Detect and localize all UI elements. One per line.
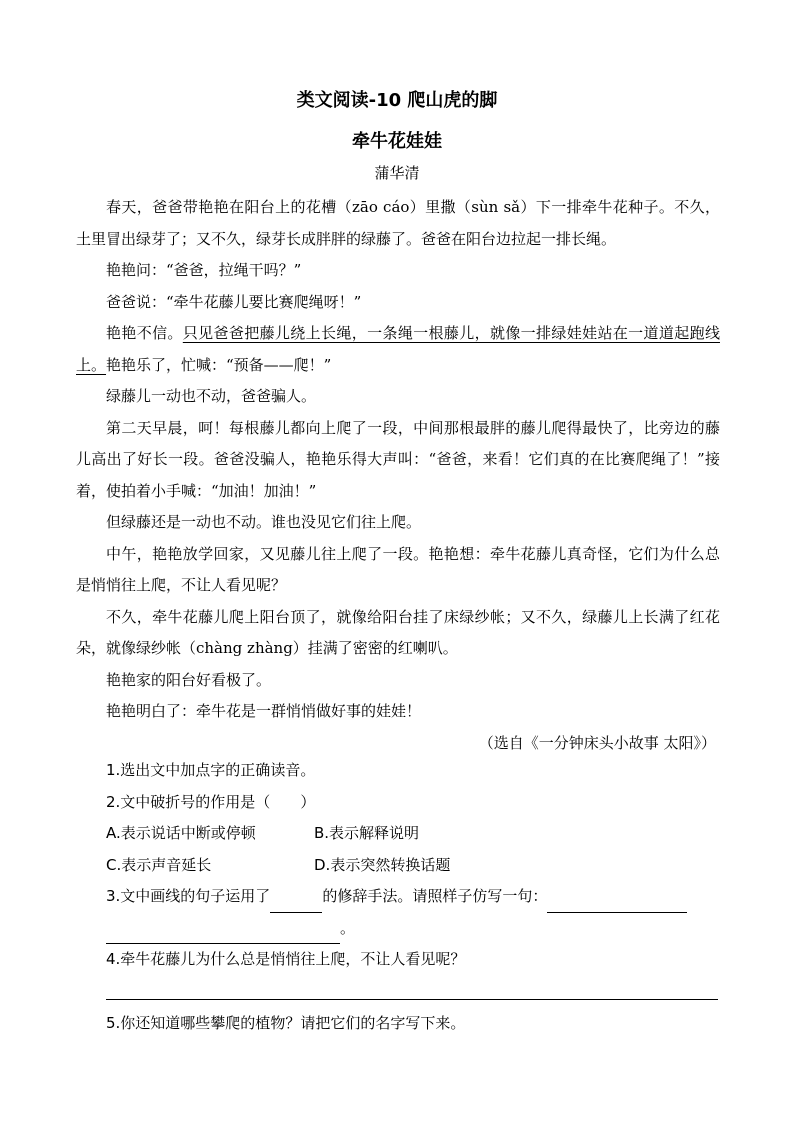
imitation-answer-blank-2[interactable] — [106, 925, 340, 944]
question-3-text: 的修辞手法。请照样子仿写一句： — [322, 887, 548, 905]
story-paragraph: 爸爸说：“牵牛花藤儿要比赛爬绳呀！” — [106, 292, 362, 311]
question-2: 2.文中破折号的作用是（ ） — [106, 792, 316, 811]
option-a[interactable]: A.表示说话中断或停顿 — [106, 824, 256, 842]
story-paragraph: 但绿藤还是一动也不动。谁也没见它们往上爬。 — [106, 513, 422, 531]
option-b[interactable]: B.表示解释说明 — [314, 824, 420, 842]
story-paragraph — [76, 318, 720, 381]
question-2-options-row-2 — [106, 850, 718, 882]
option-d[interactable]: D.表示突然转换话题 — [314, 855, 451, 874]
story-title: 牵牛花娃娃 — [352, 131, 442, 152]
story-paragraph: 不久，牵牛花藤儿爬上阳台顶了，就像给阳台挂了床绿纱帐；又不久，绿藤儿上长满了红花朵，就像绿纱帐（chàng zhàng）挂满了密密的红喇叭。 — [76, 607, 720, 657]
question-3 — [106, 881, 718, 913]
question-4-answer-line[interactable] — [106, 998, 718, 1000]
story-paragraph: 春天，爸爸带艳艳在阳台上的花槽（zāo cáo）里撒（sùn sǎ）下一排牵牛花种子。不久，土里冒出绿芽了；又不久，绿芽长成胖胖的绿藤了。爸爸在阳台边拉起一排长绳。 — [76, 198, 720, 248]
story-paragraph: 艳艳明白了：牵牛花是一群悄悄做好事的娃娃！ — [106, 702, 422, 720]
question-1: 1.选出文中加点字的正确读音。 — [106, 761, 316, 779]
underlined-sentence: 只见爸爸把藤儿绕上长绳，一条绳一根藤儿，就像一排绿娃娃站在一道道起跑线上。 — [76, 324, 720, 374]
story-paragraph: 绿藤儿一动也不动，爸爸骗人。 — [106, 387, 317, 405]
story-paragraph: 第二天早晨，呵！每根藤儿都向上爬了一段，中间那根最胖的藤儿爬得最快了，比旁边的藤儿高出了好长一段。爸爸没骗人，艳艳乐得大声叫：“爸爸，来看！它们真的在比赛爬绳了！”接着，使拍着小手喊：“加油！加油！” — [76, 418, 720, 500]
story-text: 艳艳不信。 — [106, 324, 183, 342]
story-body — [76, 192, 720, 759]
questions-section — [106, 755, 718, 1039]
question-3-continuation — [106, 913, 718, 945]
rhetoric-answer-blank[interactable] — [270, 894, 322, 913]
question-4: 4.牵牛花藤儿为什么总是悄悄往上爬，不让人看见呢？ — [106, 950, 466, 968]
story-paragraph: 艳艳家的阳台好看极了。 — [106, 670, 272, 689]
option-c[interactable]: C.表示声音延长 — [106, 855, 212, 874]
story-paragraph: 中午，艳艳放学回家，又见藤儿往上爬了一段。艳艳想：牵牛花藤儿真奇怪，它们为什么总是悄悄往上爬，不让人看见呢？ — [76, 544, 720, 594]
story-text: 艳艳乐了，忙喊：“预备——爬！” — [106, 355, 332, 374]
question-5: 5.你还知道哪些攀爬的植物？请把它们的名字写下来。 — [106, 1013, 466, 1032]
question-3-text: 3.文中画线的句子运用了 — [106, 887, 271, 905]
imitation-answer-blank[interactable] — [547, 894, 687, 913]
story-paragraph: 艳艳问：“爸爸，拉绳干吗？” — [106, 261, 302, 279]
story-author: 蒲华清 — [374, 164, 420, 182]
story-source: （选自《一分钟床头小故事 太阳》） — [478, 733, 716, 752]
page-title: 类文阅读-10 爬山虎的脚 — [296, 90, 498, 111]
question-2-options-row-1 — [106, 818, 718, 850]
question-3-end: 。 — [340, 918, 356, 937]
